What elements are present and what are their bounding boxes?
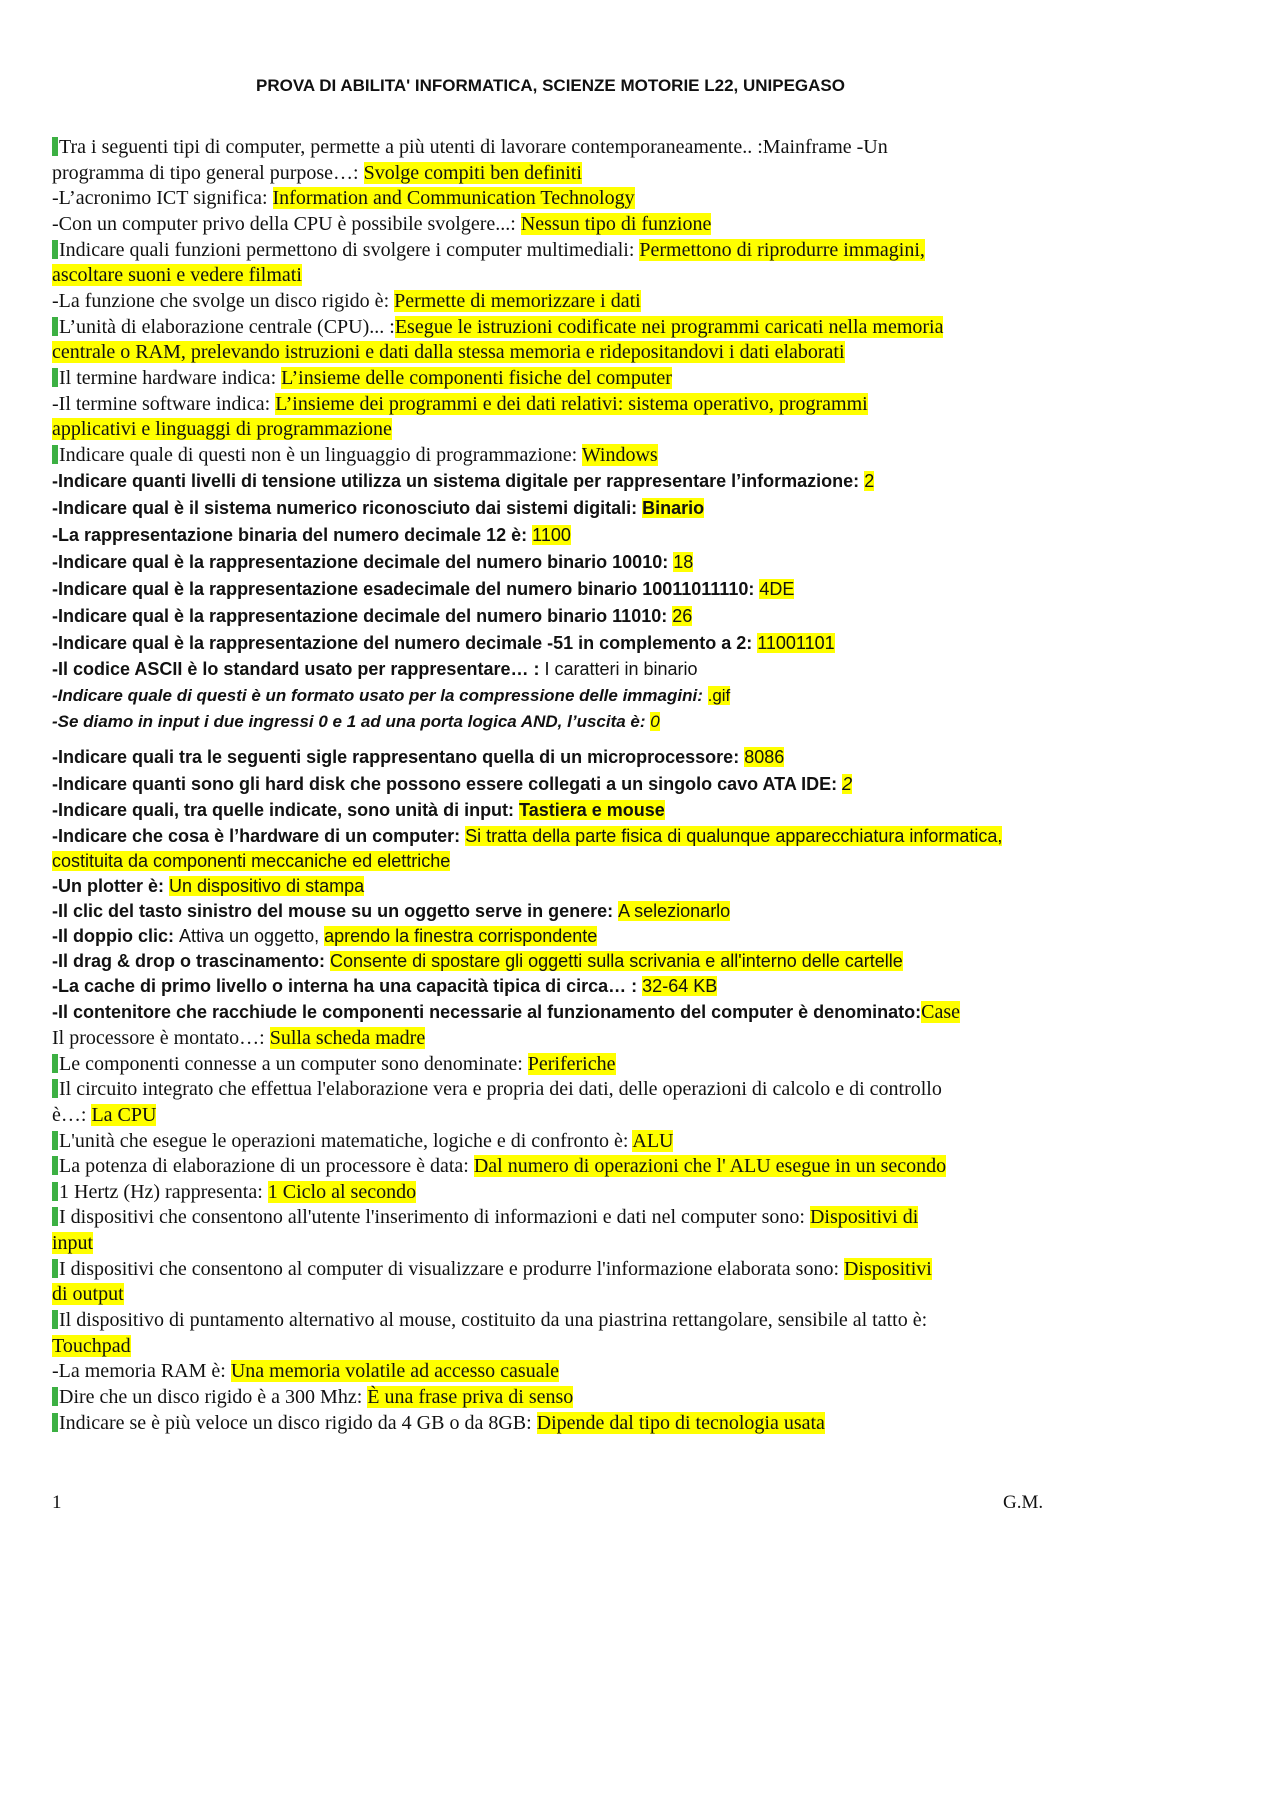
question-line xyxy=(52,826,1052,847)
answer-highlight: Una memoria volatile ad accesso casuale xyxy=(230,1360,560,1382)
question-text: 1 Hertz (Hz) rappresenta: xyxy=(59,1181,268,1203)
answer-highlight: Binario xyxy=(642,498,705,518)
bookmark-marker xyxy=(52,368,58,387)
answer-highlight: Touchpad xyxy=(52,1335,131,1357)
question-text: -Un plotter è: xyxy=(52,876,169,896)
answer-highlight: 0 xyxy=(650,712,660,731)
bookmark-marker xyxy=(52,1156,58,1175)
question-line xyxy=(52,471,1052,492)
question-text: -Il clic del tasto sinistro del mouse su un oggetto serve in genere: xyxy=(52,901,619,921)
question-line xyxy=(52,162,1052,185)
question-line xyxy=(52,951,1052,972)
answer-highlight: Case xyxy=(921,1001,961,1023)
question-line xyxy=(52,367,1052,390)
answer-highlight: 1100 xyxy=(532,525,571,545)
question-line xyxy=(52,418,1052,441)
question-text: -Indicare qual è la rappresentazione del numero decimale -51 in complemento a 2: xyxy=(52,633,758,653)
answer-highlight: Dipende dal tipo di tecnologia usata xyxy=(536,1412,825,1434)
answer-highlight: Nessun tipo di funzione xyxy=(520,213,712,235)
question-line xyxy=(52,1078,1052,1101)
question-text: -Il termine software indica: xyxy=(52,393,276,415)
question-text: -Il codice ASCII è lo standard usato per rappresentare… : xyxy=(52,659,545,679)
question-line xyxy=(52,800,1052,821)
question-text: Il termine hardware indica: xyxy=(59,367,282,389)
question-text: Indicare quali funzioni permettono di svolgere i computer multimediali: xyxy=(59,239,640,261)
question-text: I dispositivi che consentono al computer di visualizzare e produrre l'informazione elaborata sono: xyxy=(59,1258,845,1280)
question-line xyxy=(52,290,1052,313)
question-text: I dispositivi che consentono all'utente l'inserimento di informazioni e dati nel computer sono: xyxy=(59,1206,810,1228)
answer-highlight: 4DE xyxy=(759,579,795,599)
question-line xyxy=(52,579,1052,600)
question-text: -Indicare qual è la rappresentazione esadecimale del numero binario 10011011110: xyxy=(52,579,760,599)
bookmark-marker xyxy=(52,1207,58,1226)
question-text: è…: xyxy=(52,1104,92,1126)
question-text: L’unità di elaborazione centrale (CPU)... : xyxy=(59,316,395,338)
question-line xyxy=(52,851,1052,872)
question-line xyxy=(52,341,1052,364)
question-line xyxy=(52,239,1052,262)
question-text: -La funzione che svolge un disco rigido è: xyxy=(52,290,395,312)
question-text: -Indicare quanti livelli di tensione utilizza un sistema digitale per rappresentare l’informazione: xyxy=(52,471,865,491)
question-line xyxy=(52,976,1052,997)
question-line xyxy=(52,712,1052,732)
answer-highlight: costituita da componenti meccaniche ed elettriche xyxy=(52,851,451,871)
question-text-plain: Attiva un oggetto, xyxy=(179,926,325,946)
question-line xyxy=(52,498,1052,519)
question-text: -Indicare quali tra le seguenti sigle rappresentano quella di un microprocessore: xyxy=(52,747,745,767)
answer-highlight: applicativi e linguaggi di programmazione xyxy=(52,418,392,440)
question-line xyxy=(52,1258,1052,1281)
question-text: L'unità che esegue le operazioni matematiche, logiche e di confronto è: xyxy=(59,1130,633,1152)
question-line xyxy=(52,136,1052,159)
answer-highlight: 8086 xyxy=(744,747,785,767)
question-line xyxy=(52,1181,1052,1204)
answer-highlight: Si tratta della parte fisica di qualunque apparecchiatura informatica, xyxy=(465,826,1003,846)
question-line xyxy=(52,1206,1052,1229)
author-initials: G.M. xyxy=(1003,1492,1044,1513)
answer-highlight: 11001101 xyxy=(757,633,835,653)
question-text: -L’acronimo ICT significa: xyxy=(52,187,273,209)
question-text: -Se diamo in input i due ingressi 0 e 1 ad una porta logica AND, l’uscita è: xyxy=(52,712,651,731)
question-text: -Il drag & drop o trascinamento: xyxy=(52,951,331,971)
question-line xyxy=(52,926,1052,947)
answer-highlight: Tastiera e mouse xyxy=(519,800,665,820)
answer-highlight: Consente di spostare gli oggetti sulla scrivania e all'interno delle cartelle xyxy=(330,951,903,971)
answer-highlight: di output xyxy=(52,1283,124,1305)
answer-highlight: centrale o RAM, prelevando istruzioni e dati dalla stessa memoria e ridepositandovi i dati elaborati xyxy=(52,341,845,363)
question-text: -Indicare qual è la rappresentazione decimale del numero binario 10010: xyxy=(52,552,674,572)
question-line xyxy=(52,1053,1052,1076)
question-line xyxy=(52,444,1052,467)
question-line xyxy=(52,1309,1052,1332)
bookmark-marker xyxy=(52,1079,58,1098)
question-line xyxy=(52,1283,1052,1306)
question-text: -Con un computer privo della CPU è possibile svolgere...: xyxy=(52,213,521,235)
question-text: -Indicare qual è la rappresentazione decimale del numero binario 11010: xyxy=(52,606,673,626)
question-line xyxy=(52,187,1052,210)
question-line xyxy=(52,1155,1052,1178)
bookmark-marker xyxy=(52,137,58,156)
answer-highlight: È una frase priva di senso xyxy=(367,1386,574,1408)
answer-highlight: input xyxy=(52,1232,94,1254)
question-text: -La memoria RAM è: xyxy=(52,1360,231,1382)
question-line xyxy=(52,1130,1052,1153)
question-line xyxy=(52,633,1052,654)
question-line xyxy=(52,316,1052,339)
answer-highlight: .gif xyxy=(707,686,731,705)
question-text: Il circuito integrato che effettua l'elaborazione vera e propria dei dati, delle operazioni di calcolo e di controllo xyxy=(59,1078,942,1100)
answer-highlight: 2 xyxy=(842,774,853,794)
answer-highlight: 2 xyxy=(864,471,875,491)
question-text: -Indicare che cosa è l’hardware di un computer: xyxy=(52,826,466,846)
question-line xyxy=(52,264,1052,287)
bookmark-marker xyxy=(52,1131,58,1150)
question-line xyxy=(52,1360,1052,1383)
answer-highlight: 32-64 KB xyxy=(642,976,718,996)
question-text: Dire che un disco rigido è a 300 Mhz: xyxy=(59,1386,368,1408)
answer-highlight: L’insieme delle componenti fisiche del computer xyxy=(281,367,672,389)
question-line xyxy=(52,686,1052,706)
question-text: -Indicare qual è il sistema numerico riconosciuto dai sistemi digitali: xyxy=(52,498,643,518)
answer-highlight: Permettono di riprodurre immagini, xyxy=(639,239,925,261)
question-text: Le componenti connesse a un computer sono denominate: xyxy=(59,1053,528,1075)
question-text: La potenza di elaborazione di un processore è data: xyxy=(59,1155,474,1177)
question-text: Indicare se è più veloce un disco rigido da 4 GB o da 8GB: xyxy=(59,1412,537,1434)
answer-highlight: ALU xyxy=(632,1130,674,1152)
question-line xyxy=(52,1104,1052,1127)
question-line xyxy=(52,606,1052,627)
question-line xyxy=(52,1001,1052,1024)
question-line xyxy=(52,1027,1052,1050)
bookmark-marker xyxy=(52,1387,58,1406)
answer-highlight: I caratteri in binario xyxy=(544,659,698,679)
answer-highlight: Information and Communication Technology xyxy=(272,187,635,209)
answer-highlight: Dispositivi xyxy=(844,1258,932,1280)
question-line xyxy=(52,1412,1052,1435)
question-line xyxy=(52,1232,1052,1255)
answer-highlight: Sulla scheda madre xyxy=(269,1027,426,1049)
question-line xyxy=(52,901,1052,922)
bookmark-marker xyxy=(52,240,58,259)
question-line xyxy=(52,525,1052,546)
question-line xyxy=(52,774,1052,795)
answer-highlight: 26 xyxy=(672,606,693,626)
answer-highlight: 18 xyxy=(673,552,694,572)
question-line xyxy=(52,552,1052,573)
question-text: Tra i seguenti tipi di computer, permette a più utenti di lavorare contemporaneamente.. :Mainframe -Un xyxy=(59,136,888,158)
answer-highlight: Dal numero di operazioni che l' ALU esegue in un secondo xyxy=(473,1155,947,1177)
question-line xyxy=(52,393,1052,416)
answer-highlight: aprendo la finestra corrispondente xyxy=(324,926,598,946)
question-text: programma di tipo general purpose…: xyxy=(52,162,364,184)
question-line xyxy=(52,213,1052,236)
answer-highlight: La CPU xyxy=(91,1104,157,1126)
question-line xyxy=(52,659,1052,680)
bookmark-marker xyxy=(52,1413,58,1432)
question-text: -La cache di primo livello o interna ha una capacità tipica di circa… : xyxy=(52,976,643,996)
answer-highlight: Dispositivi di xyxy=(809,1206,919,1228)
answer-highlight: 1 Ciclo al secondo xyxy=(267,1181,417,1203)
question-text: -Il doppio clic: xyxy=(52,926,179,946)
question-line xyxy=(52,876,1052,897)
question-line xyxy=(52,1335,1052,1358)
bookmark-marker xyxy=(52,1054,58,1073)
bookmark-marker xyxy=(52,1310,58,1329)
bookmark-marker xyxy=(52,317,58,336)
answer-highlight: Permette di memorizzare i dati xyxy=(394,290,641,312)
question-text: -Il contenitore che racchiude le componenti necessarie al funzionamento del computer è denominato: xyxy=(52,1002,922,1022)
question-text: Il dispositivo di puntamento alternativo al mouse, costituito da una piastrina rettangolare, sensibile al tatto è: xyxy=(59,1309,928,1331)
question-text: Indicare quale di questi non è un linguaggio di programmazione: xyxy=(59,444,582,466)
document-title: PROVA DI ABILITA' INFORMATICA, SCIENZE MOTORIE L22, UNIPEGASO xyxy=(256,76,845,95)
question-text: -Indicare quali, tra quelle indicate, sono unità di input: xyxy=(52,800,520,820)
page-number: 1 xyxy=(52,1492,62,1513)
question-line xyxy=(52,747,1052,768)
question-text: -Indicare quanti sono gli hard disk che possono essere collegati a un singolo cavo ATA IDE: xyxy=(52,774,843,794)
answer-highlight: Windows xyxy=(581,444,658,466)
question-text: -La rappresentazione binaria del numero decimale 12 è: xyxy=(52,525,533,545)
answer-highlight: Esegue le istruzioni codificate nei programmi caricati nella memoria xyxy=(394,316,944,338)
question-line xyxy=(52,1386,1052,1409)
question-text: Il processore è montato…: xyxy=(52,1027,270,1049)
bookmark-marker xyxy=(52,1182,58,1201)
answer-highlight: L’insieme dei programmi e dei dati relativi: sistema operativo, programmi xyxy=(275,393,868,415)
answer-highlight: Periferiche xyxy=(527,1053,616,1075)
answer-highlight: ascoltare suoni e vedere filmati xyxy=(52,264,302,286)
answer-highlight: Un dispositivo di stampa xyxy=(169,876,365,896)
bookmark-marker xyxy=(52,445,58,464)
answer-highlight: Svolge compiti ben definiti xyxy=(363,162,582,184)
answer-highlight: A selezionarlo xyxy=(618,901,731,921)
question-text: -Indicare quale di questi è un formato usato per la compressione delle immagini: xyxy=(52,686,708,705)
bookmark-marker xyxy=(52,1259,58,1278)
